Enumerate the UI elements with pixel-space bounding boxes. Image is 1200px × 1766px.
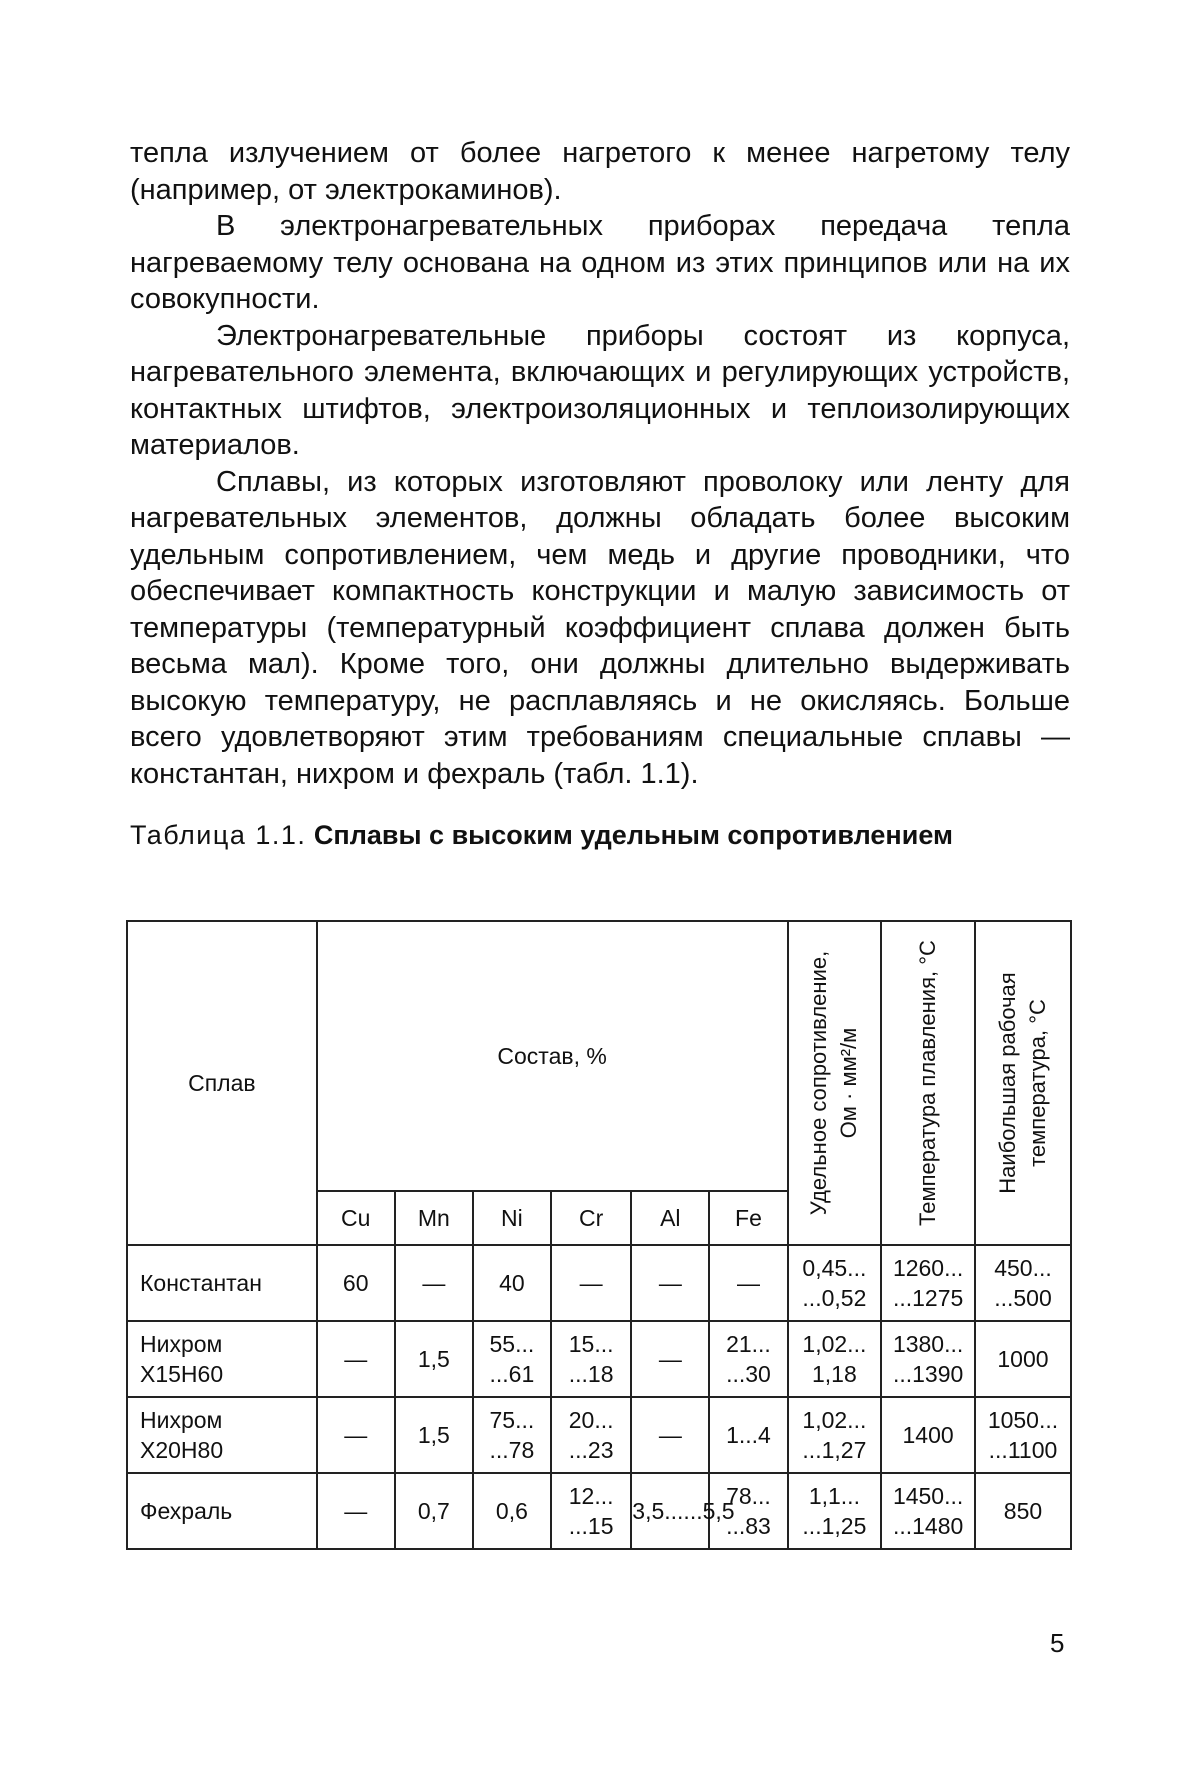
table-row: Фехраль — 0,7 0,6 12... ...15 3,5......5,5 78... ...83 1,1... ...1,25 1450... ...1480 850 xyxy=(127,1473,1071,1549)
paragraph-2: В электронагревательных приборах передача тепла нагреваемому телу основана на одном из этих принципов или на их совокупности. xyxy=(130,210,1070,315)
header-ni: Ni xyxy=(473,1191,551,1245)
header-cr: Cr xyxy=(551,1191,631,1245)
table-caption-title: Сплавы с высоким удельным сопротивлением xyxy=(313,820,953,850)
header-al: Al xyxy=(631,1191,709,1245)
header-alloy: Сплав xyxy=(127,921,317,1245)
table-caption-label: Таблица 1.1. xyxy=(130,820,307,850)
header-mn: Mn xyxy=(395,1191,473,1245)
paragraph-1: тепла излучением от более нагретого к менее нагретому телу (например, от электрокаминов). xyxy=(130,137,1070,206)
paragraph-3: Электронагревательные приборы состоят из корпуса, нагревательного элемента, включающих и регулирующих устройств, контактных штифтов, электроизоляционных и теплоизолирующих материалов. xyxy=(130,319,1070,461)
alloys-table xyxy=(126,920,1072,1550)
header-melting: Температура плавления, °С xyxy=(881,921,975,1245)
header-cu: Cu xyxy=(317,1191,395,1245)
paragraph-4: Сплавы, из которых изготовляют проволоку или ленту для нагревательных элементов, должны обладать более высоким удельным сопротивлением, чем медь и другие проводники, что обеспечивает компактность конструкции и малую зависимость от температуры (температурный коэффициент сплава должен быть весьма мал). Кроме того, они должны длительно выдерживать высокую температуру, не расплавляясь и не окисляясь. Больше всего удовлетворяют этим требованиям специальные сплавы — константан, нихром и фехраль (табл. 1.1). xyxy=(130,465,1070,790)
table-row: Нихром Х20Н80 — 1,5 75... ...78 20... ...23 — 1...4 1,02... ...1,27 1400 1050... ...1100 xyxy=(127,1397,1071,1473)
table-row: Константан 60 — 40 — — — 0,45... ...0,52 1260... ...1275 450... ...500 xyxy=(127,1245,1071,1321)
header-working-temp: Наибольшая рабочая температура, °С xyxy=(975,921,1071,1245)
table-row: Нихром Х15Н60 — 1,5 55... ...61 15... ...18 — 21... ...30 1,02... 1,18 1380... ...1390 1000 xyxy=(127,1321,1071,1397)
header-resistivity: Удельное сопротивление, Ом · мм²/м xyxy=(788,921,882,1245)
body-text xyxy=(130,135,1070,792)
header-composition: Состав, % xyxy=(317,921,788,1191)
table-caption xyxy=(130,820,953,851)
header-fe: Fe xyxy=(709,1191,787,1245)
page-number: 5 xyxy=(1050,1628,1065,1658)
